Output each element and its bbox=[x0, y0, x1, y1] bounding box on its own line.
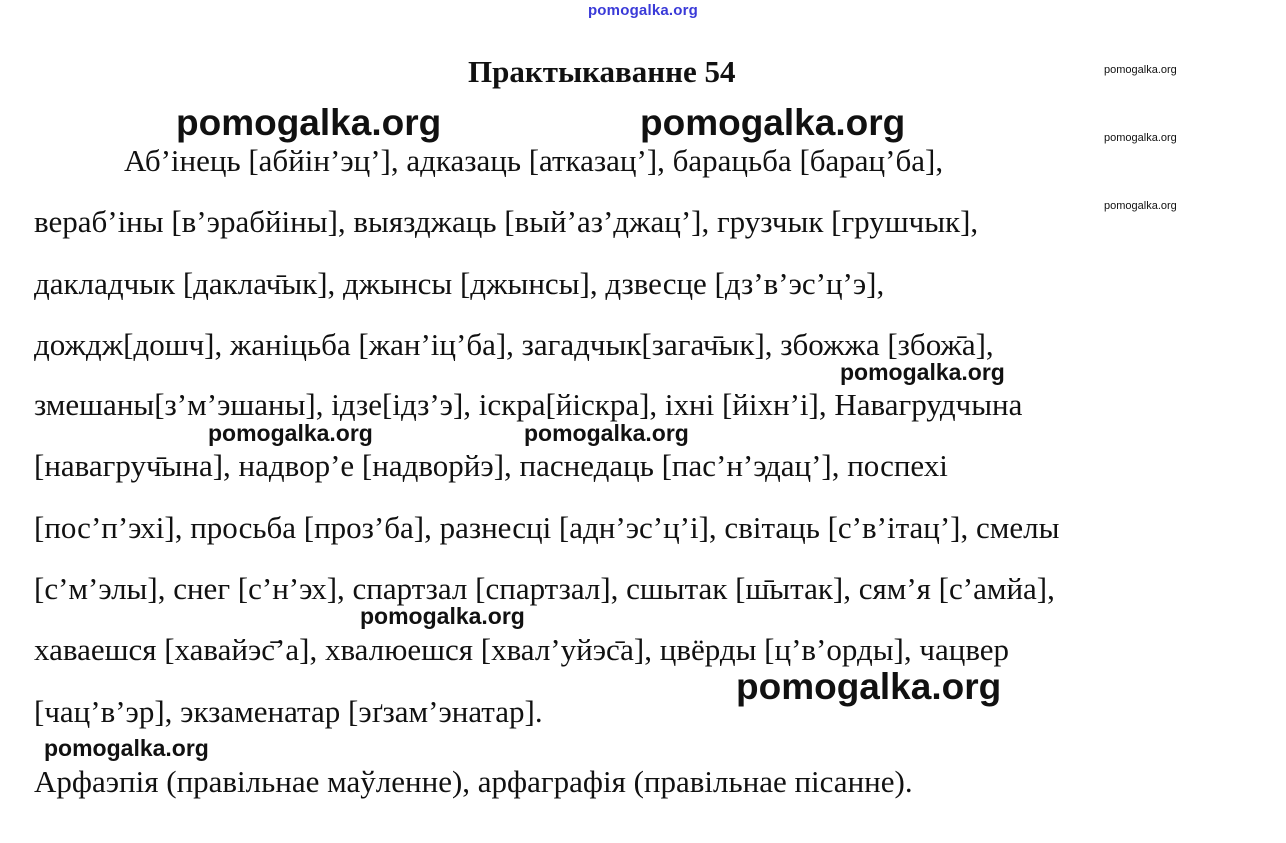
watermark: pomogalka.org bbox=[176, 102, 442, 143]
watermark: pomogalka.org bbox=[44, 735, 209, 761]
text-line: [с’м’элы], снег [с’н’эх], спартзал [спартзал], сшытак [ш̄ытак], сям’я [с’амйа], bbox=[34, 571, 1055, 606]
watermark: pomogalka.org bbox=[840, 359, 1005, 385]
text-line: змешаны[з’м’эшаны], ідзе[ідз’э], іскра[йіскра], іхні [йіхн’і], Навагрудчына bbox=[34, 387, 1023, 422]
text-line: дакладчык [даклач̄ык], джынсы [джынсы], дзвесце [дз’в’эс’ц’э], bbox=[34, 266, 885, 301]
watermark: pomogalka.org bbox=[736, 666, 1002, 707]
text-line: Аб’інець [абйін’эц’], адказаць [атказац’], барацьба [барац’ба], bbox=[124, 143, 944, 178]
watermark: pomogalka.org bbox=[360, 603, 525, 629]
page-title: Практыкаванне 54 bbox=[468, 54, 736, 89]
text-line: [навагруч̄ына], надвор’е [надворйэ], паснедаць [пас’н’эдац’], поспехі bbox=[34, 448, 948, 483]
watermark: pomogalka.org bbox=[1104, 200, 1177, 212]
text-line: дождж[дошч], жаніцьба [жан’іц’ба], загадчык[загач̄ык], збожжа [збож̄а], bbox=[34, 327, 994, 362]
watermark: pomogalka.org bbox=[524, 420, 689, 446]
site-link[interactable]: pomogalka.org bbox=[587, 2, 699, 19]
watermark: pomogalka.org bbox=[640, 102, 906, 143]
watermark: pomogalka.org bbox=[208, 420, 373, 446]
text-line: хаваешся [хавайэс̄’а], хвалюешся [хвал’уйэс̄а], цвёрды [ц’в’орды], чацвер bbox=[34, 632, 1010, 667]
text-line: [чац’в’эр], экзаменатар [эґзам’энатар]. bbox=[34, 694, 543, 729]
text-line: вераб’іны [в’эрабйіны], выязджаць [вый’аз’джац’], грузчык [грушчык], bbox=[34, 204, 979, 239]
text-line: Арфаэпія (правільнае маўленне), арфаграфія (правільнае пісанне). bbox=[34, 764, 913, 799]
watermark: pomogalka.org bbox=[1104, 64, 1177, 76]
watermark: pomogalka.org bbox=[1104, 132, 1177, 144]
text-line: [пос’п’эхі], просьба [проз’ба], разнесці [адн’эс’ц’і], світаць [с’в’ітац’], смелы bbox=[34, 510, 1060, 545]
